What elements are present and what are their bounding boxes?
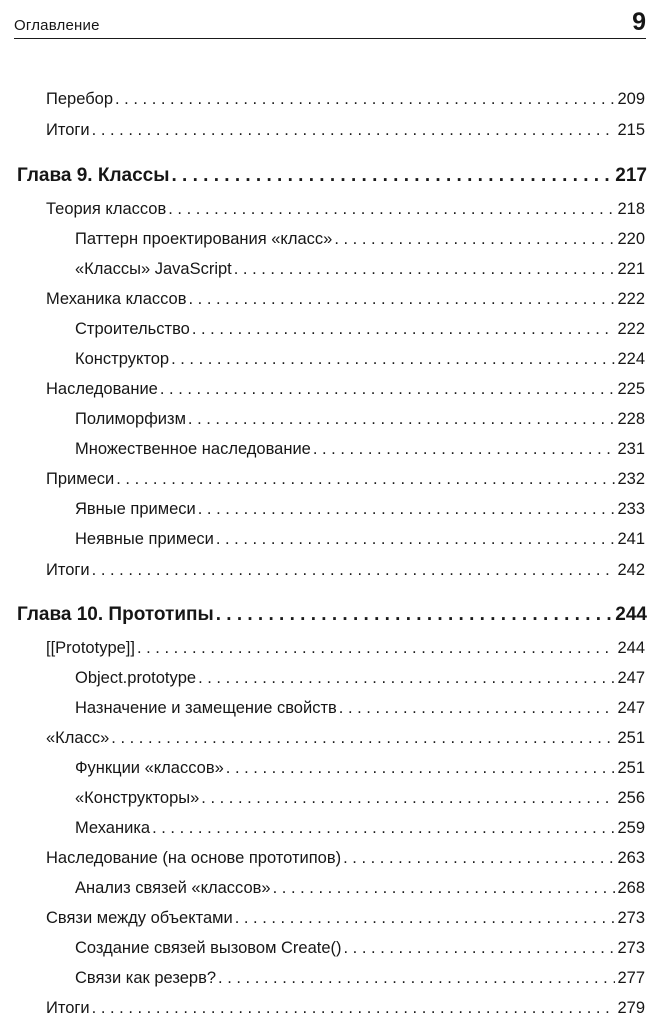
toc-entry-page: 247 — [617, 699, 645, 717]
toc-subentry — [75, 410, 645, 434]
toc-entry-page: 224 — [617, 350, 645, 368]
toc-entry-title: Явные примеси — [75, 500, 196, 518]
dot-leader — [189, 290, 616, 309]
toc-entry-title: Анализ связей «классов» — [75, 879, 271, 897]
dot-leader — [201, 789, 615, 808]
toc-entry-page: 279 — [617, 999, 645, 1017]
toc-entry-title: Наследование — [46, 380, 158, 398]
toc-subentry — [75, 350, 645, 374]
dot-leader — [92, 999, 616, 1018]
dot-leader — [111, 729, 615, 748]
toc-chapter-heading — [17, 604, 647, 632]
toc-entry-page: 233 — [617, 500, 645, 518]
toc-entry-page: 263 — [617, 849, 645, 867]
toc-subentry — [75, 320, 645, 344]
toc-subentry — [75, 260, 645, 284]
toc-entry-title: «Класс» — [46, 729, 110, 747]
toc-entry-page: 242 — [617, 561, 645, 579]
dot-leader — [334, 230, 615, 249]
toc-entry-title: «Классы» JavaScript — [75, 260, 232, 278]
dot-leader — [188, 410, 616, 429]
toc-chapter-heading — [17, 165, 647, 193]
dot-leader — [344, 939, 616, 958]
toc-entry-page: 232 — [617, 470, 645, 488]
toc-entry — [46, 849, 645, 873]
toc-entry-page: 277 — [617, 969, 645, 987]
toc-entry-title: Конструктор — [75, 350, 170, 368]
toc-entry-page: 251 — [617, 729, 645, 747]
toc-entry-title: Object.prototype — [75, 669, 197, 687]
toc-entry-page: 221 — [617, 260, 645, 278]
dot-leader — [192, 320, 616, 339]
toc-subentry — [75, 669, 645, 693]
dot-leader — [171, 350, 615, 369]
dot-leader — [137, 639, 616, 658]
toc-subentry — [75, 819, 645, 843]
toc-entry — [46, 90, 645, 114]
toc-entry — [46, 290, 645, 314]
page-number: 9 — [632, 8, 646, 36]
dot-leader — [313, 440, 616, 459]
toc-entry-title: «Конструкторы» — [75, 789, 200, 807]
toc-subentry — [75, 500, 645, 524]
toc-entry-page: 273 — [617, 939, 645, 957]
dot-leader — [226, 759, 616, 778]
toc-entry — [46, 729, 645, 753]
toc-entry-title: Теория классов — [46, 200, 167, 218]
dot-leader — [168, 200, 615, 219]
toc-entry-title: [[Prototype]] — [46, 639, 135, 657]
toc-entry-page: 228 — [617, 410, 645, 428]
toc-entry — [46, 121, 645, 145]
toc-entry-page: 241 — [617, 530, 645, 548]
toc-subentry — [75, 879, 645, 903]
dot-leader — [160, 380, 616, 399]
toc-entry-title: Связи между объектами — [46, 909, 233, 927]
toc-subentry — [75, 699, 645, 723]
toc-entry-page: 256 — [617, 789, 645, 807]
toc-entry-title: Создание связей вызовом Create() — [75, 939, 342, 957]
toc-entry-title: Неявные примеси — [75, 530, 214, 548]
dot-leader — [234, 260, 616, 279]
toc-entry-title: Строительство — [75, 320, 190, 338]
dot-leader — [92, 561, 616, 580]
toc-entry-title: Итоги — [46, 561, 90, 579]
toc-entry-title: Связи как резерв? — [75, 969, 217, 987]
dot-leader — [273, 879, 616, 898]
toc-entry-page: 244 — [617, 639, 645, 657]
toc-entry-title: Примеси — [46, 470, 115, 488]
running-title: Оглавление — [14, 17, 100, 34]
toc-subentry — [75, 969, 645, 993]
toc-entry — [46, 470, 645, 494]
toc-entry — [46, 200, 645, 224]
toc-entry-title: Множественное наследование — [75, 440, 311, 458]
toc-entry-page: 268 — [617, 879, 645, 897]
dot-leader — [216, 530, 616, 549]
dot-leader — [218, 969, 615, 988]
running-head — [14, 8, 646, 39]
dot-leader — [198, 500, 616, 519]
toc-subentry — [75, 440, 645, 464]
toc-entry-page: 273 — [617, 909, 645, 927]
toc-entry-title: Механика — [75, 819, 151, 837]
toc-entry-page: 259 — [617, 819, 645, 837]
toc-entry-title: Наследование (на основе прототипов) — [46, 849, 342, 867]
toc-chapter-page: 217 — [615, 165, 647, 186]
toc-subentry — [75, 939, 645, 963]
toc-entry-title: Перебор — [46, 90, 114, 108]
toc-entry-page: 209 — [617, 90, 645, 108]
toc-entry-page: 225 — [617, 380, 645, 398]
toc-entry-page: 220 — [617, 230, 645, 248]
dot-leader — [115, 90, 615, 109]
toc-chapter-title: Глава 9. Классы — [17, 165, 170, 186]
toc-entry-title: Полиморфизм — [75, 410, 186, 428]
dot-leader — [92, 121, 616, 140]
toc-entry-page: 222 — [617, 290, 645, 308]
toc-entry-title: Назначение и замещение свойств — [75, 699, 337, 717]
toc-entry — [46, 999, 645, 1023]
toc-entry-title: Итоги — [46, 121, 90, 139]
toc-entry-page: 251 — [617, 759, 645, 777]
toc-subentry — [75, 230, 645, 254]
toc-entry — [46, 909, 645, 933]
toc-entry — [46, 561, 645, 585]
toc-entry-page: 222 — [617, 320, 645, 338]
toc-entry-page: 247 — [617, 669, 645, 687]
toc-subentry — [75, 789, 645, 813]
toc-chapter-title: Глава 10. Прототипы — [17, 604, 214, 625]
toc-entry-title: Итоги — [46, 999, 90, 1017]
dot-leader — [198, 669, 615, 688]
toc-chapter-page: 244 — [615, 604, 647, 625]
dot-leader — [116, 470, 615, 489]
toc-entry-title: Функции «классов» — [75, 759, 224, 777]
dot-leader — [343, 849, 615, 868]
toc-entry — [46, 380, 645, 404]
toc-entry — [46, 639, 645, 663]
dot-leader — [171, 165, 613, 187]
dot-leader — [152, 819, 615, 838]
toc-entry-page: 231 — [617, 440, 645, 458]
toc-entry-page: 218 — [617, 200, 645, 218]
dot-leader — [235, 909, 616, 928]
toc-entry-title: Механика классов — [46, 290, 187, 308]
toc-subentry — [75, 759, 645, 783]
toc-subentry — [75, 530, 645, 554]
toc-entry-page: 215 — [617, 121, 645, 139]
dot-leader — [216, 604, 614, 626]
dot-leader — [339, 699, 616, 718]
toc-entry-title: Паттерн проектирования «класс» — [75, 230, 333, 248]
